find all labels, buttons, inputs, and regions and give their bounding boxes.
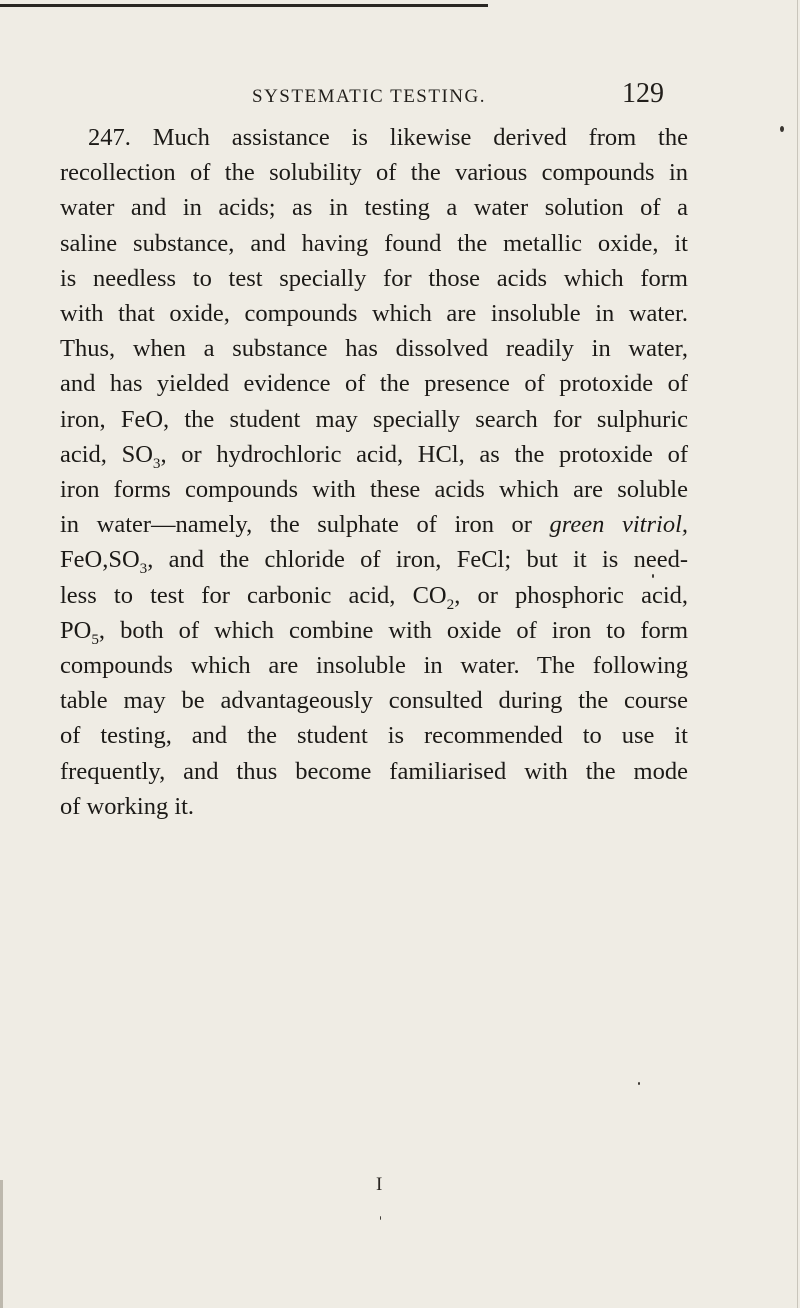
ink-speck [652,574,654,578]
text-line-with-italic [60,507,688,542]
ink-speck [638,1082,640,1085]
text-line: 247. Much assistance is likewise derived from the [88,124,688,151]
text-line: of testing, and the student is recommended to use it [60,722,688,750]
text-line: of working it. [60,792,195,820]
text-line: acid, $SO_3$, or hydrochloric acid, HCl, as the protoxide of [60,440,688,472]
text-line: is needless to test specially for those acids which form [60,264,688,292]
page-number: 129 [622,78,664,109]
ink-speck [780,126,784,132]
top-rule [0,4,488,7]
text-line: with that oxide, compounds which are insoluble in water. [60,300,688,328]
paragraph-247 [60,120,688,824]
text-line: Thus, when a substance has dissolved readily in water, [60,335,688,363]
binding-shadow [0,1180,3,1308]
text-line: frequently, and thus become familiarised with the mode [60,757,688,785]
running-title: SYSTEMATIC TESTING. [252,86,486,107]
text-line: and has yielded evidence of the presence of protoxide of [60,370,688,398]
text-line: iron forms compounds with these acids which are soluble [60,476,688,504]
text-line: $PO_5$, both of which combine with oxide of iron to form [60,616,688,648]
running-head [0,78,800,118]
text-line: $FeO,SO_3$, and the chloride of iron, FeCl; but it is need- [60,546,688,578]
text-line: iron, FeO, the student may specially search for sulphuric [60,405,688,433]
text-line: compounds which are insoluble in water. The following [60,652,688,680]
text-line: saline substance, and having found the metallic oxide, it [60,229,688,257]
italic-term: green vitriol, [549,511,688,539]
signature-mark: I [376,1174,383,1195]
text-line: less to test for carbonic acid, $CO_2$, or phosphoric acid, [60,581,688,613]
text-line: recollection of the solubility of the various compounds in [60,159,688,187]
text-line: in water—namely, the sulphate of iron or [60,511,532,539]
text-line: water and in acids; as in testing a water solution of a [60,194,688,222]
page-edge [797,0,798,1308]
ink-speck [380,1216,381,1220]
text-line: table may be advantageously consulted during the course [60,687,688,715]
